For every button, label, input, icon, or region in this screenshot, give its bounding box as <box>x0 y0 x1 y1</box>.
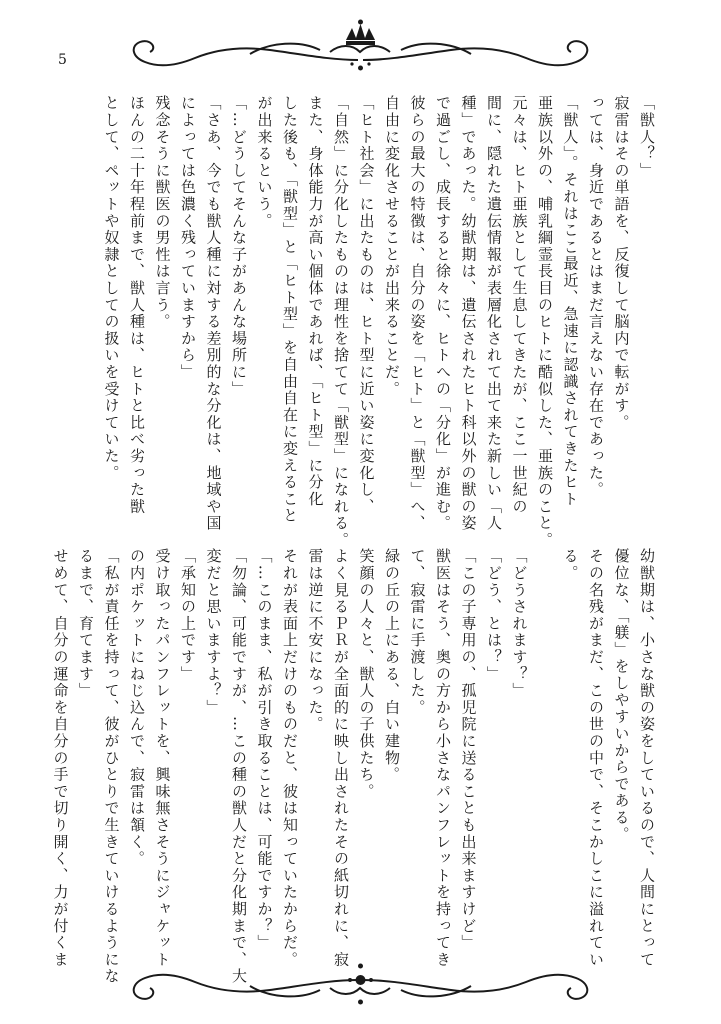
text-column: 寂雷はその単語を、反復して脳内で転がす。 <box>612 95 631 431</box>
text-column: 「ヒト社会」に出たものは、ヒト型に近い姿に変化し、 <box>357 95 376 515</box>
text-column: によっては色濃く残っていますから」 <box>179 95 197 381</box>
text-column: の内ポケットにねじ込んで、寂雷は頷く。 <box>128 548 146 868</box>
text-column: 「獣人」。それはここ最近、急速に認識されてきたヒト <box>561 95 580 508</box>
text-column: せめて、自分の運命を自分の手で切り開く、力が付くま <box>51 548 70 968</box>
text-column: 「承知の上です」 <box>179 548 197 683</box>
text-column: るまで、育てます」 <box>77 548 95 700</box>
text-column <box>532 548 558 558</box>
text-column: 雷は逆に不安になった。 <box>306 548 325 733</box>
text-column: として、ペットや奴隷としての扱いを受けていた。 <box>102 95 121 482</box>
text-column: 「私が責任を持って、彼がひとりで生きていけるようにな <box>102 548 121 985</box>
text-column: それが表面上だけのものだと、彼は知っていたからだ。 <box>281 548 299 968</box>
text-column: した後も、「獣型」と「ヒト型」を自由自在に変えること <box>281 95 299 525</box>
text-column: っては、身近であるとはまだ言えない存在であった。 <box>587 95 605 499</box>
text-column: 緑の丘の上にある、白い建物。 <box>383 548 401 784</box>
text-column: 幼獣期は、小さな獣の姿をしているので、人間にとって <box>638 548 656 968</box>
text-column: また、身体能力が高い個体であれば、「ヒト型」に分化 <box>306 95 325 508</box>
text-column: 「自然」に分化したものは理性を捨てて「獣型」になれる。 <box>332 95 350 549</box>
text-column: が出来るという。 <box>255 95 274 230</box>
text-column: その名残がまだ、この世の中で、そこかしこに溢れてい <box>587 548 605 968</box>
text-column: 笑顔の人々と、獣人の子供たち。 <box>357 548 376 800</box>
top-ornament-icon <box>0 10 721 80</box>
text-column: 元々は、ヒト亜族として生息してきたが、ここ一世紀の <box>510 95 529 515</box>
text-column: 自由に変化させることが出来ることだ。 <box>383 95 401 398</box>
text-column: 残念そうに獣医の男性は言う。 <box>153 95 172 331</box>
text-column: 「この子専用の、孤児院に送ることも出来ますけど」 <box>459 548 478 952</box>
text-column: 受け取ったパンフレットを、興味無さそうにジャケット <box>153 548 172 968</box>
text-block-top <box>98 95 659 549</box>
text-column: ほんの二十年程前まで、獣人種は、ヒトと比べ劣った獣 <box>128 95 146 515</box>
page-number: 5 <box>58 52 67 68</box>
text-column: 「獣人？」 <box>638 95 656 179</box>
text-column: 「勿論、可能ですが、…この種の獣人だと分化期まで、大 <box>230 548 248 985</box>
bottom-ornament-icon <box>0 958 721 1018</box>
text-column: 変だと思いますよ？」 <box>204 548 223 716</box>
text-column: 「どうされます？」 <box>510 548 529 700</box>
text-column: 優位な、「躾」をしやすいからである。 <box>612 548 631 843</box>
text-column: 種」であった。幼獣期は、遺伝されたヒト科以外の獣の姿 <box>459 95 478 532</box>
text-block-bottom <box>47 548 659 985</box>
text-column: て、寂雷に手渡した。 <box>408 548 427 716</box>
text-column: 「どう、とは？」 <box>485 548 503 683</box>
text-column: 「…どうしてそんな子があんな場所に」 <box>230 95 248 398</box>
text-column: 彼らの最大の特徴は、自分の姿を「ヒト」と「獣型」へ、 <box>408 95 427 532</box>
text-column: 間に、隠れた遺伝情報が表層化されて出て来た新しい「人 <box>485 95 503 532</box>
text-column: で過ごし、成長すると徐々に、ヒトへの「分化」が進む。 <box>434 95 452 532</box>
text-column: る。 <box>561 548 580 582</box>
text-column: 「…このまま、私が引き取ることは、可能ですか？」 <box>255 548 274 952</box>
text-column: よく見るＰＲが全面的に映し出されたその紙切れに、寂 <box>332 548 350 968</box>
text-column: 亜族以外の、哺乳綱霊長目のヒトに酷似した、亜族のこと。 <box>536 95 554 549</box>
text-column: 獣医はそう、奥の方から小さなパンフレットを持ってき <box>434 548 452 968</box>
text-column: 「さあ、今でも獣人種に対する差別的な分化は、地域や国 <box>204 95 223 532</box>
